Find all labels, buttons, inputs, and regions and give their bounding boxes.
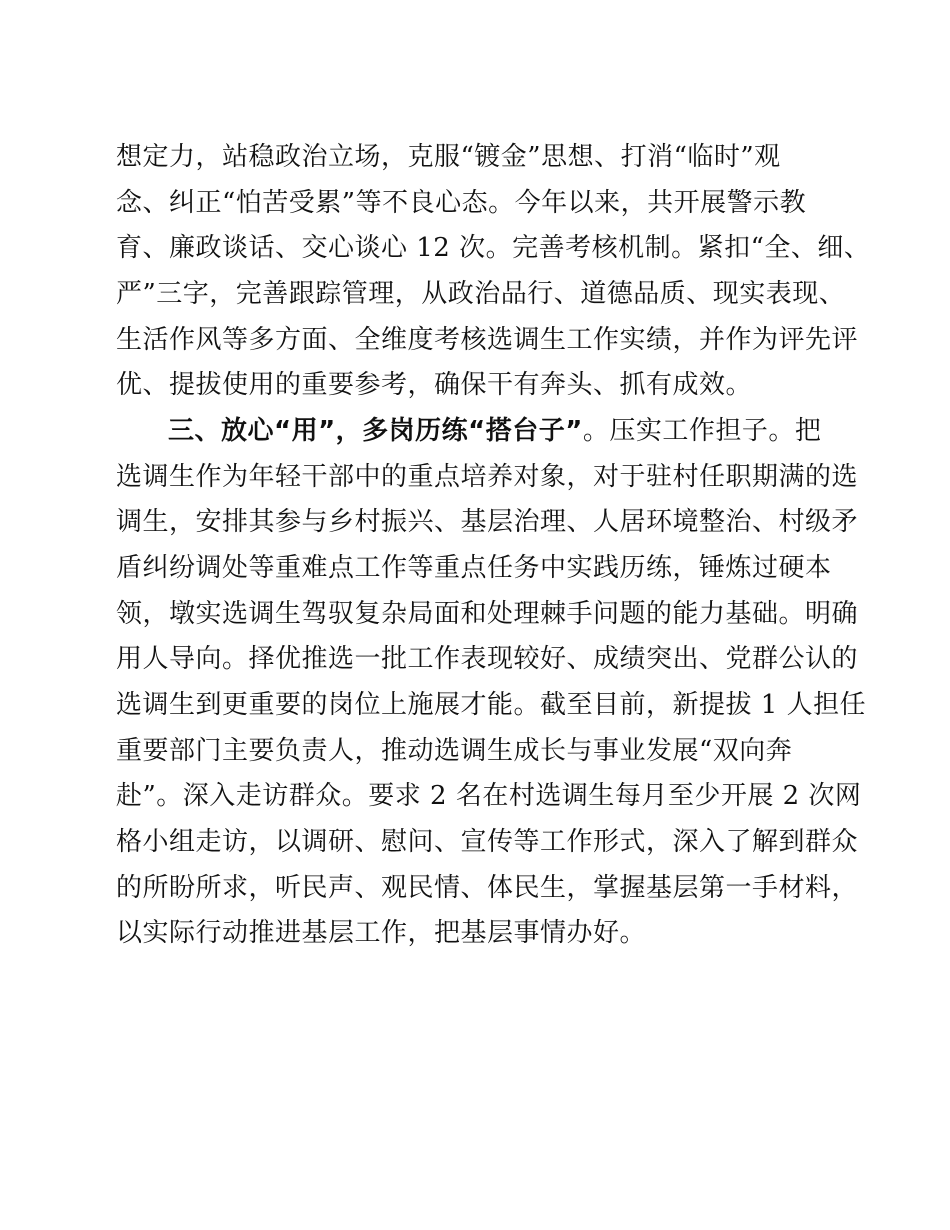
body-line: 生活作风等多方面、全维度考核选调生工作实绩，并作为评先评	[116, 325, 859, 355]
body-line: 以实际行动推进基层工作，把基层事情办好。	[116, 918, 647, 948]
body-line: 调生，安排其参与乡村振兴、基层治理、人居环境整治、村级矛	[116, 507, 859, 537]
body-line: 选调生作为年轻干部中的重点培养对象，对于驻村任职期满的选	[116, 462, 859, 492]
body-line: 优、提拔使用的重要参考，确保干有奔头、抓有成效。	[116, 370, 753, 400]
body-line: 赴”。深入走访群众。要求 2 名在村选调生每月至少开展 2 次网	[116, 781, 862, 811]
body-line: 选调生到更重要的岗位上施展才能。截至目前，新提拔 1 人担任	[116, 690, 867, 720]
body-line: 的所盼所求，听民声、观民情、体民生，掌握基层第一手材料，	[116, 873, 859, 903]
body-line: 领，墩实选调生驾驭复杂局面和处理棘手问题的能力基础。明确	[116, 599, 859, 629]
body-line: 严”三字，完善跟踪管理，从政治品行、道德品质、现实表现、	[116, 279, 846, 309]
body-line: 念、纠正“怕苦受累”等不良心态。今年以来，共开展警示教	[116, 188, 807, 218]
section-paragraph-first-line	[168, 411, 821, 451]
section-heading: 三、放心“用”，多岗历练“搭台子”	[168, 416, 583, 446]
body-line: 格小组走访，以调研、慰问、宣传等工作形式，深入了解到群众	[116, 827, 859, 857]
body-line: 重要部门主要负责人，推动选调生成长与事业发展“双向奔	[116, 736, 793, 766]
body-line: 育、廉政谈话、交心谈心 12 次。完善考核机制。紧扣“全、细、	[116, 233, 871, 263]
body-line: 盾纠纷调处等重难点工作等重点任务中实践历练，锤炼过硬本	[116, 553, 832, 583]
body-line: 用人导向。择优推选一批工作表现较好、成绩突出、党群公认的	[116, 644, 859, 674]
section-first-line-text: 。压实工作担子。把	[582, 416, 822, 446]
body-line: 想定力，站稳政治立场，克服“镀金”思想、打消“临时”观	[116, 142, 781, 172]
